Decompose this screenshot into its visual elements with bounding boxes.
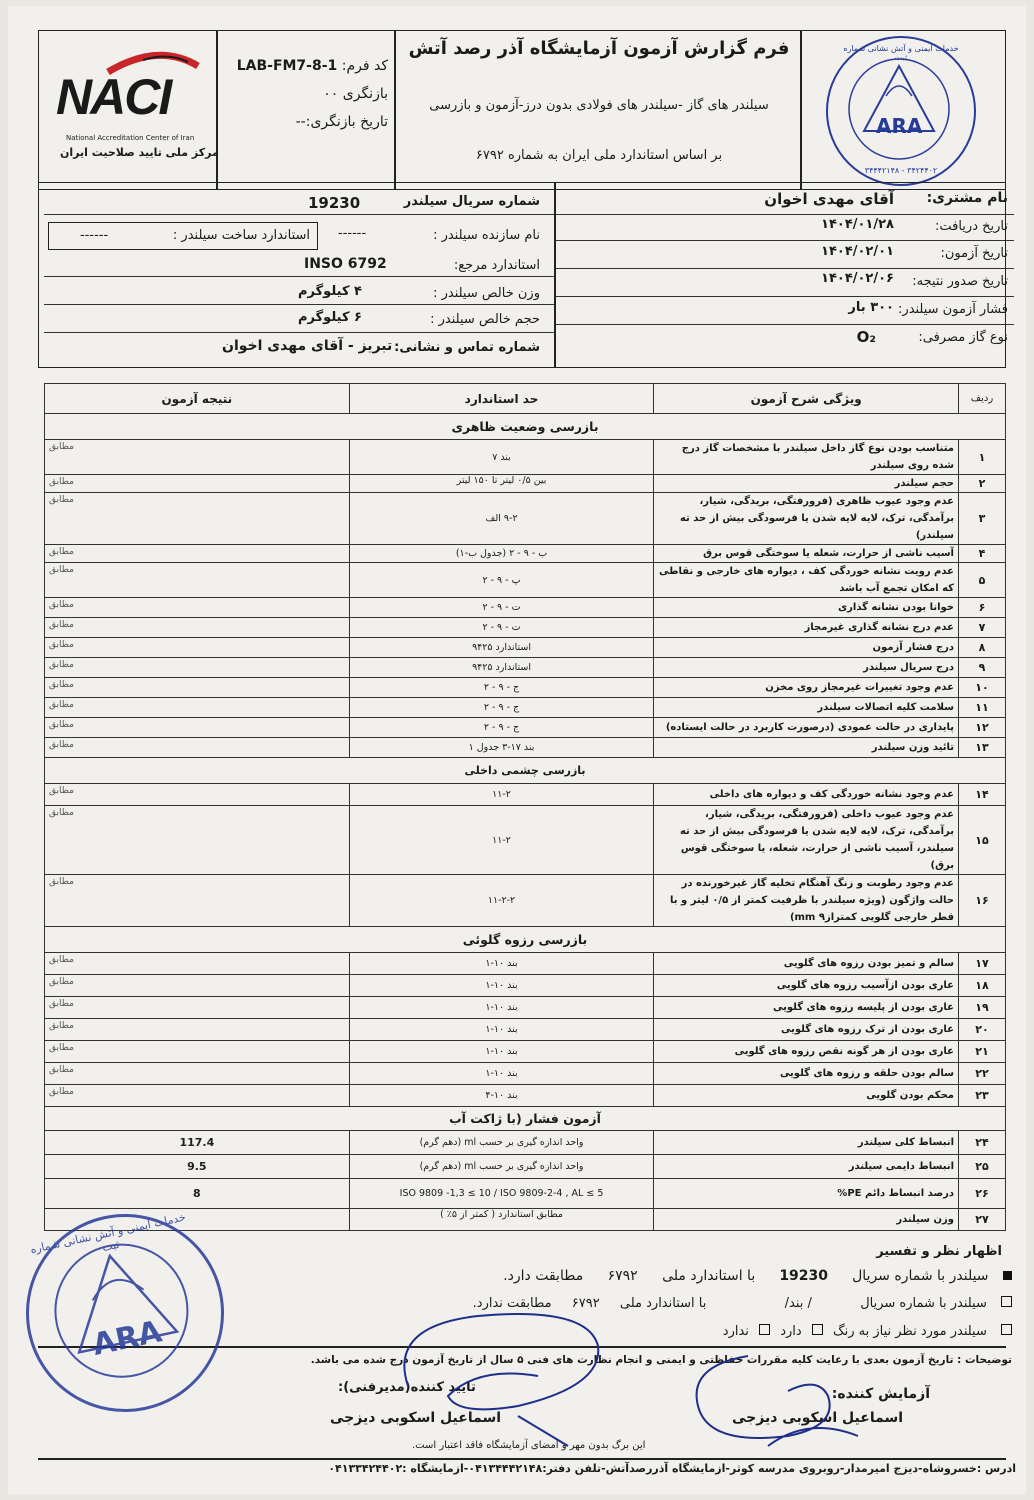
col-result-header: نتیجه آزمون <box>45 384 350 414</box>
net-weight-label: وزن خالص سیلندر : <box>433 286 540 301</box>
table-row <box>45 953 1006 975</box>
row-std: ج - ۹ - ۲ <box>349 678 654 698</box>
table-row <box>45 975 1006 997</box>
opinion-line-2-std: ۶۷۹۲ <box>571 1296 600 1311</box>
row-std: پ - ۹ - ۲ <box>349 563 654 598</box>
revision-date-value: -- <box>295 114 306 130</box>
row-result: مطابق <box>45 975 350 997</box>
serial-value: 19230 <box>308 194 361 212</box>
row-number: ۴ <box>959 545 1006 563</box>
row-desc: محکم بودن گلویی <box>654 1085 959 1107</box>
row-std: واحد اندازه گیری بر حسب ml (دهم گرم) <box>349 1131 654 1155</box>
address-line: ادرس :خسروشاه-دیزج امیرمدار-روبروی مدرسه کوثر-ازمایشگاه آذررصدآتش-تلفن دفتر:۰۴۱۳۴۴۴۲۱۴۸-ازمایشگاه :۰۴۱۳۳۴۲۴۴۰۲ <box>328 1462 1016 1475</box>
row-result: مطابق <box>45 440 350 475</box>
row-result: مطابق <box>45 718 350 738</box>
test-date-label: تاریخ آزمون: <box>940 246 1008 261</box>
signature-scribbles <box>368 1296 888 1456</box>
row-result: مطابق <box>45 1041 350 1063</box>
checkbox-nonconform[interactable] <box>1001 1296 1012 1307</box>
row-desc: حجم سیلندر <box>654 475 959 493</box>
table-row <box>45 440 1006 475</box>
row-desc: عدم درج نشانه گذاری غیرمجاز <box>654 618 959 638</box>
col-desc-header: ویژگی شرح آزمون <box>654 384 959 414</box>
opinion-line-1-std: ۶۷۹۲ <box>607 1268 638 1284</box>
row-number: ۲۴ <box>959 1131 1006 1155</box>
row-std: ج - ۹ - ۲ <box>349 698 654 718</box>
row-result: مطابق <box>45 953 350 975</box>
form-code-row <box>224 52 388 80</box>
opinion-line-2-text-b: / بند/ <box>784 1296 812 1311</box>
row-desc: متناسب بودن نوع گاز داخل سیلندر با مشخصات گاز درج شده روی سیلندر <box>654 440 959 475</box>
gas-value: O₂ <box>856 328 876 346</box>
standard-line: بر اساس استاندارد ملی ایران به شماره ۶۷۹۲ <box>475 148 723 163</box>
row-number: ۳ <box>959 493 1006 545</box>
table-row <box>45 1155 1006 1179</box>
receive-date-label: تاریخ دریافت: <box>934 219 1008 234</box>
row-std: ISO 9809 -1,3 ≤ 10 / ISO 9809-2-4 , AL ≤ 5 <box>349 1179 654 1209</box>
gas-label: نوع گاز مصرفی: <box>918 330 1008 345</box>
row-desc: عاری بودن از پلیسه رزوه های گلویی <box>654 997 959 1019</box>
table-row <box>45 493 1006 545</box>
approver-name: اسماعیل اسکوبی دیزجی <box>330 1410 502 1426</box>
row-std: بند ۱۰-۱ <box>349 1041 654 1063</box>
naci-english-name: National Accreditation Center of Iran <box>66 134 195 142</box>
pressure-value: ۳۰۰ بار <box>848 300 894 315</box>
opinion-line-1-text-b: با استاندارد ملی <box>662 1268 756 1284</box>
row-result: مطابق <box>45 806 350 875</box>
maker-label: نام سازنده سیلندر : <box>433 228 540 243</box>
row-number: ۱۱ <box>959 698 1006 718</box>
ref-std-value: INSO 6792 <box>304 256 387 272</box>
ara-stamp-top-phones: ۳۴۲۴۴۰۲ - ۳۴۴۴۲۱۴۸ <box>864 166 938 175</box>
pressure-label: فشار آزمون سیلندر: <box>898 302 1008 317</box>
net-volume-label: حجم خالص سیلندر : <box>430 312 540 327</box>
table-row <box>45 563 1006 598</box>
row-std: ۹-۲ الف <box>349 493 654 545</box>
table-row <box>45 1063 1006 1085</box>
row-std: بند ۱۰-۱ <box>349 975 654 997</box>
section-title: بازرسی رزوه گلوئی <box>45 927 1006 953</box>
table-row <box>45 638 1006 658</box>
row-desc: پایداری در حالت عمودی (درصورت کاربرد در حالت ایستاده) <box>654 718 959 738</box>
row-number: ۱۷ <box>959 953 1006 975</box>
row-desc: عدم وجود تغییرات غیرمجاز روی مخزن <box>654 678 959 698</box>
row-number: ۷ <box>959 618 1006 638</box>
form-code-label: کد فرم: <box>341 58 388 74</box>
table-row <box>45 698 1006 718</box>
row-desc: عاری بودن از هر گونه نقص رزوه های گلویی <box>654 1041 959 1063</box>
checkbox-paint[interactable] <box>1001 1324 1012 1335</box>
row-result: 8 <box>45 1179 350 1209</box>
row-desc: سلامت کلیه اتصالات سیلندر <box>654 698 959 718</box>
section-row <box>45 758 1006 784</box>
row-desc: درج سریال سیلندر <box>654 658 959 678</box>
table-row <box>45 997 1006 1019</box>
naci-logo <box>48 42 219 172</box>
row-std: بند ۱۷-۳ جدول ۱ <box>349 738 654 758</box>
row-number: ۶ <box>959 598 1006 618</box>
row-std: بند ۱۰-۱ <box>349 997 654 1019</box>
ref-std-label: استاندارد مرجع: <box>453 258 540 273</box>
row-std: بند ۱۰-۴ <box>349 1085 654 1107</box>
contact-value: تبریز - آقای مهدی اخوان <box>222 338 393 354</box>
row-desc: عدم رویت نشانه خوردگی کف ، دیواره های خارجی و نقاطی که امکان تجمع آب باشد <box>654 563 959 598</box>
ara-stamp-top-ring: خدمات ایمنی و آتش نشانی شماره ثبت <box>843 44 959 62</box>
receive-date-value: ۱۴۰۴/۰۱/۲۸ <box>821 217 894 232</box>
table-row <box>45 806 1006 875</box>
row-result: 117.4 <box>45 1131 350 1155</box>
revision-label: بازنگری <box>342 86 388 102</box>
row-number: ۲۵ <box>959 1155 1006 1179</box>
row-result: مطابق <box>45 698 350 718</box>
customer-label: نام مشتری: <box>926 190 1008 206</box>
row-result: مطابق <box>45 784 350 806</box>
tester-label: آزمایش کننده: <box>831 1386 930 1402</box>
row-number: ۲۲ <box>959 1063 1006 1085</box>
row-result: مطابق <box>45 618 350 638</box>
section-row <box>45 1107 1006 1131</box>
row-std: مطابق استاندارد ( کمتر از ۵٪ ) <box>349 1209 654 1231</box>
row-number: ۲۳ <box>959 1085 1006 1107</box>
opinion-serial-value: 19230 <box>779 1268 829 1284</box>
opinion-title: اظهار نظر و تفسیر <box>876 1244 1002 1259</box>
row-std: ج - ۹ - ۲ <box>349 718 654 738</box>
opinion-line-2-text-a: سیلندر با شماره سریال <box>860 1296 987 1311</box>
validity-note: این برگ بدون مهر و امضای آزمایشگاه فاقد اعتبار است. <box>412 1440 646 1451</box>
row-std: ۱۱-۲-۲ <box>349 875 654 927</box>
row-number: ۲۶ <box>959 1179 1006 1209</box>
row-number: ۱۸ <box>959 975 1006 997</box>
row-desc: سالم بودن حلقه و رزوه های گلویی <box>654 1063 959 1085</box>
page-subtitle: سیلندر های گاز -سیلندر های فولادی بدون درز-آزمون و بازرسی <box>429 98 769 113</box>
row-desc: انبساط دایمی سیلندر <box>654 1155 959 1179</box>
row-number: ۱ <box>959 440 1006 475</box>
row-std: ت - ۹ - ۲ <box>349 598 654 618</box>
row-number: ۱۵ <box>959 806 1006 875</box>
row-result: مطابق <box>45 545 350 563</box>
row-std: ۱۱-۲ <box>349 806 654 875</box>
table-row <box>45 658 1006 678</box>
row-desc: عاری بودن از ترک رزوه های گلویی <box>654 1019 959 1041</box>
table-row <box>45 718 1006 738</box>
row-number: ۲۷ <box>959 1209 1006 1231</box>
row-number: ۱۹ <box>959 997 1006 1019</box>
row-desc: عدم وجود رطوبت و زنگ آهنگام تخلیه گاز غیرخورنده در حالت واژگون (ویژه سیلندر با ظرفیت کمتر از ۰/۵ لیتر و با قطر خارجی گلویی کمتراز۹ mm) <box>654 875 959 927</box>
form-meta <box>224 52 388 136</box>
maker-value: ------ <box>338 226 367 241</box>
issue-date-value: ۱۴۰۴/۰۲/۰۶ <box>821 271 894 286</box>
opinion-line-3-text-a: سیلندر مورد نظر نیاز به رنگ <box>832 1324 987 1339</box>
row-result: مطابق <box>45 475 350 493</box>
report-page <box>8 6 1026 1494</box>
page-title: فرم گزارش آزمون آزمایشگاه آذر رصد آتش <box>408 38 790 59</box>
row-result: مطابق <box>45 1019 350 1041</box>
row-std: ۱۱-۲ <box>349 784 654 806</box>
row-result: مطابق <box>45 598 350 618</box>
row-desc: درج فشار آزمون <box>654 638 959 658</box>
revision-date-label: تاریخ بازنگری: <box>305 114 388 130</box>
table-row <box>45 618 1006 638</box>
row-number: ۲۱ <box>959 1041 1006 1063</box>
issue-date-label: تاریخ صدور نتیجه: <box>912 274 1008 289</box>
section-row <box>45 927 1006 953</box>
test-date-value: ۱۴۰۴/۰۲/۰۱ <box>821 244 894 259</box>
row-desc: تائید وزن سیلندر <box>654 738 959 758</box>
row-result: مطابق <box>45 563 350 598</box>
row-desc: عدم وجود نشانه خوردگی کف و دیواره های داخلی <box>654 784 959 806</box>
row-std: استاندارد ۹۴۲۵ <box>349 638 654 658</box>
inspection-table <box>44 383 1006 1231</box>
row-result: 9.5 <box>45 1155 350 1179</box>
customer-value: آقای مهدی اخوان <box>764 190 894 208</box>
row-desc: وزن سیلندر <box>654 1209 959 1231</box>
row-result: مطابق <box>45 738 350 758</box>
contact-label: شماره تماس و نشانی: <box>394 340 540 355</box>
row-result: مطابق <box>45 875 350 927</box>
row-desc: عدم وجود عیوب ظاهری (فرورفتگی، بریدگی، شیار، برآمدگی، ترک، لایه لایه شدن یا فرسودگی بیش از حد ته سیلندر) <box>654 493 959 545</box>
row-std: ب - ۹ - ۲ (جدول ب-۱) <box>349 545 654 563</box>
table-row <box>45 545 1006 563</box>
naci-persian-name: مرکز ملی تایید صلاحیت ایران <box>60 146 219 159</box>
revision-row <box>224 80 388 108</box>
row-result: مطابق <box>45 678 350 698</box>
row-result: مطابق <box>45 493 350 545</box>
opinion-line-1-text-c: مطابقت دارد. <box>503 1268 584 1284</box>
opinion-line-3-no: ندارد <box>722 1324 749 1339</box>
table-row <box>45 1041 1006 1063</box>
row-number: ۹ <box>959 658 1006 678</box>
row-desc: خوانا بودن نشانه گذاری <box>654 598 959 618</box>
col-std-header: حد استاندارد <box>349 384 654 414</box>
net-weight-value: ۴ کیلوگرم <box>298 284 362 299</box>
opinion-line-2-text-c: با استاندارد ملی <box>619 1296 707 1311</box>
serial-label: شماره سریال سیلندر <box>403 194 540 209</box>
ara-stamp-top <box>826 36 976 186</box>
opinion-line-2-text-d: مطابقت ندارد. <box>472 1296 552 1311</box>
row-number: ۱۲ <box>959 718 1006 738</box>
row-result: مطابق <box>45 658 350 678</box>
row-result: مطابق <box>45 997 350 1019</box>
section-title: آزمون فشار (با ژاکت آب <box>45 1107 1006 1131</box>
row-std: واحد اندازه گیری بر حسب ml (دهم گرم) <box>349 1155 654 1179</box>
build-std-label: استاندارد ساخت سیلندر : <box>172 228 310 243</box>
row-number: ۵ <box>959 563 1006 598</box>
row-std: ت - ۹ - ۲ <box>349 618 654 638</box>
row-result: مطابق <box>45 1085 350 1107</box>
ara-stamp-bottom-brand: ARA <box>89 1314 165 1363</box>
table-row <box>45 784 1006 806</box>
row-number: ۲ <box>959 475 1006 493</box>
row-desc: عدم وجود عیوب داخلی (فرورفتگی، بریدگی، شیار، برآمدگی، ترک، لایه لایه شدن یا فرسودگی بیش از حد ته سیلندر، آسیب ناشی از حرارت، شعله، یا سوختگی قوس برق) <box>654 806 959 875</box>
row-std: بند ۱۰-۱ <box>349 1063 654 1085</box>
row-desc: انبساط کلی سیلندر <box>654 1131 959 1155</box>
table-row <box>45 1085 1006 1107</box>
table-row <box>45 738 1006 758</box>
opinion-note: توضیحات : تاریخ آزمون بعدی با رعایت کلیه مقررات حفاظتی و ایمنی و انجام نظارت های فنی ۵ سال از تاریخ آزمون درج شده می باشد. <box>310 1354 1012 1366</box>
row-std: بند ۱۰-۱ <box>349 953 654 975</box>
section-title: بازرسی وضعیت ظاهری <box>45 414 1006 440</box>
row-std: بند ۱۰-۱ <box>349 1019 654 1041</box>
row-std: بین ۰/۵ لیتر تا ۱۵۰ لیتر <box>349 475 654 493</box>
table-row <box>45 1019 1006 1041</box>
ara-stamp-bottom-ring: خدمات ایمنی و آتش نشانی شماره ثبت <box>29 1210 187 1257</box>
section-row <box>45 414 1006 440</box>
row-desc: عاری بودن ازآسیب رزوه های گلویی <box>654 975 959 997</box>
opinion-line-1 <box>503 1268 1012 1284</box>
row-result: مطابق <box>45 1063 350 1085</box>
row-desc: آسیب ناشی از حرارت، شعله یا سوختگی قوس برق <box>654 545 959 563</box>
checkbox-conform[interactable] <box>1003 1271 1012 1280</box>
row-desc: درصد انبساط دائم PE% <box>654 1179 959 1209</box>
table-row <box>45 678 1006 698</box>
row-number: ۱۳ <box>959 738 1006 758</box>
table-row <box>45 875 1006 927</box>
revision-date-row <box>224 108 388 136</box>
table-row <box>45 598 1006 618</box>
naci-logo-text: NACI <box>56 69 171 125</box>
net-volume-value: ۶ کیلوگرم <box>298 310 362 325</box>
tester-name: اسماعیل اسکوبی دیزجی <box>732 1410 904 1426</box>
opinion-line-1-text-a: سیلندر با شماره سریال <box>852 1268 989 1284</box>
row-result: مطابق <box>45 638 350 658</box>
row-number: ۱۴ <box>959 784 1006 806</box>
row-number: ۲۰ <box>959 1019 1006 1041</box>
table-row <box>45 475 1006 493</box>
revision-value: ۰۰ <box>323 86 339 102</box>
table-header-row <box>45 384 1006 414</box>
form-code-value: LAB-FM7-8-1 <box>236 58 338 74</box>
section-title: بازرسی چشمی داخلی <box>45 758 1006 784</box>
row-number: ۸ <box>959 638 1006 658</box>
build-std-value: ------ <box>80 228 109 243</box>
approver-label: تایید کننده(مدیرفنی): <box>338 1380 476 1395</box>
table-row <box>45 1131 1006 1155</box>
row-desc: سالم و تمیز بودن رزوه های گلویی <box>654 953 959 975</box>
row-std: بند ۷ <box>349 440 654 475</box>
row-number: ۱۰ <box>959 678 1006 698</box>
opinion-line-3-yes: دارد <box>780 1324 802 1339</box>
col-row-header: ردیف <box>959 384 1006 414</box>
row-std: استاندارد ۹۴۲۵ <box>349 658 654 678</box>
row-number: ۱۶ <box>959 875 1006 927</box>
ara-stamp-top-brand: ARA <box>876 114 923 138</box>
